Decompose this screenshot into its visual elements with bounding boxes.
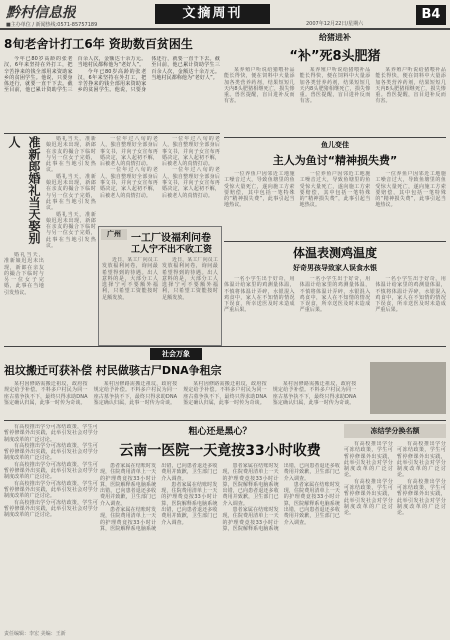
article-body: 患者家属在结账时发现，住院费用清单上一天的护理费竟按33小时计算，医院解释系电脑系统出错，已向患者退还多收费用并致歉，卫生部门已介入调查。 患者家属在结账时发现，住院费用清单上一天的护理费竟按33小时计算，医院解释系电脑系统出错，已向患者退还多收费用并致歉，卫生部门已介入调查。 患者家属在结账时发现，住院费用清单上一天的护理费竟按33小时计算，医院解释系电脑系统出错，已向患者退还多收费用并致歉，卫生部门已介入调查。 患者家属在结账时发现，住院费用清单上一天的护理费竟按33小时计算，医院解释系电脑系统出错，已向患者退还多收费用并致歉，卫生部门已介入调查。 患者家属在结账时发现，住院费用清单上一天的护理费竟按33小时计算，医院解释系电脑系统出错，已向患者退还多收费用并致歉，卫生部门已介入调查。 患者家属在结账时发现，住院费用清单上一天的护理费竟按33小时计算，医院解释系电脑系统出错，已向患者退还多收费用并致歉，卫生部门已介入调查。 <box>100 463 340 532</box>
divider <box>4 420 446 421</box>
article-body: 有高校推出学分可冻结政策，学生可暂停修课外出实践，此举引发社会对学分制度改革的广泛讨论。 有高校推出学分可冻结政策，学生可暂停修课外出实践，此举引发社会对学分制度改革的广泛讨论。 有高校推出学分可冻结政策，学生可暂停修课外出实践，此举引发社会对学分制度改革的广泛讨论。 有高校推出学分可冻结政策，学生可暂停修课外出实践，此举引发社会对学分制度改革的广泛讨论。 有高校推出学分可冻结政策，学生可暂停修课外出实践，此举引发社会对学分制度改革的广泛讨论。 <box>4 424 98 519</box>
article-photo <box>370 362 446 414</box>
article-body: 婚礼当天，准新娘迟迟未出现，新郎在亲友的撮合下临时与另一位女子完婚，此事在当地引发热议。 婚礼当天，准新娘迟迟未出现，新郎在亲友的撮合下临时与另一位女子完婚，此事在当地引发热议。 婚礼当天，准新娘迟迟未出现，新郎在亲友的撮合下临时与另一位女子完婚，此事在当地引发热议。 <box>46 136 96 250</box>
divider <box>224 137 446 138</box>
article-title: 准新郎婚礼当天娶别人 <box>7 136 41 244</box>
article-groom-wedding <box>4 136 96 342</box>
article-body: 今年已80岁高龄的张老汉，6年来坚持在外打工，把辛苦挣来的钱全部用来资助家乡的贫困学生。他说，只要身体还行，就要一直干下去。截至目前，他已累计资助学生三百余人次，金额达十余万元。当地村民都称他为“老好人”。 今年已80岁高龄的张老汉，6年来坚持在外打工，把辛苦挣来的钱全部用来资助家乡的贫困学生。他说，只要身体还行，就要一直干下去。截至目前，他已累计资助学生三百余人次，金额达十余万元。当地村民都称他为“老好人”。 <box>4 56 220 94</box>
article-hospital-33-hours <box>100 424 340 630</box>
article-title: 祖坟搬迁可获补偿 村民做骇古尸DNA争租宗 <box>4 364 222 377</box>
article-title: 云南一医院一天竟按33小时收费 <box>119 443 321 459</box>
article-kicker: 粗心还是黑心？ <box>188 427 252 437</box>
article-title: 8旬老舍计打工6年 资助数百贫困生 <box>4 37 193 51</box>
society-label: 社会万象 <box>150 348 202 360</box>
article-subtitle: “补”死8头肥猪 <box>289 49 381 64</box>
divider <box>4 133 220 134</box>
article-body: 某养殖户听说给猪喂补品能长得快，便在饲料中大量添加各类营养药剂，结果短短几天内8头肥猪相继死亡，损失惨重。兽医提醒，盲目进补反而有害。 某养殖户听说给猪喂补品能长得快，便在饲料中大量添加各类营养药剂，结果短短几天内8头肥猪相继死亡，损失惨重。兽医提醒，盲目进补反而有害。 某养殖户听说给猪喂补品能长得快，便在饲料中大量添加各类营养药剂，结果短短几天内8头肥猪相继死亡，损失惨重。兽医提醒，盲目进补反而有害。 <box>224 67 446 105</box>
article-body: 某村因修路需搬迁祖坟，政府按规定给予补偿。不料多户村民为同一座古墓争执不下，最终只得求助DNA鉴定确认归属，此事一时传为奇谈。 某村因修路需搬迁祖坟，政府按规定给予补偿。不料多户村民为同一座古墓争执不下，最终只得求助DNA鉴定确认归属，此事一时传为奇谈。 某村因修路需搬迁祖坟，政府按规定给予补偿。不料多户村民为同一座古墓争执不下，最终只得求助DNA鉴定确认归属，此事一时传为奇谈。 某村因修路需搬迁祖坟，政府按规定给予补偿。不料多户村民为同一座古墓争执不下，最终只得求助DNA鉴定确认归属，此事一时传为奇谈。 <box>4 381 357 406</box>
article-body: 一位年过八旬的老人，独自整理好全部身后事文书，并向子女宣布再婚决定，家人起初不解，后被老人的真情打动。 一位年过八旬的老人，独自整理好全部身后事文书，并向子女宣布再婚决定，家人起初不解，后被老人的真情打动。 一位年过八旬的老人，独自整理好全部身后事文书，并向子女宣布再婚决定，家人起初不解，后被老人的真情打动。 一位年过八旬的老人，独自整理好全部身后事文书，并向子女宣布再婚决定，家人起初不解，后被老人的真情打动。 <box>100 136 220 199</box>
article-chicken-thermometer <box>224 244 446 346</box>
article-body-lower: 婚礼当天，准新娘迟迟未出现，新郎在亲友的撮合下临时与另一位女子完婚，此事在当地引发热议。 <box>4 252 44 296</box>
article-title: 主人为鱼讨“精神损失费” <box>272 154 398 167</box>
article-credits-freeze <box>4 424 98 630</box>
article-body: 一名小学生出于好奇，用体温计给家里的鸡测量体温，不慎将体温计弄碎，水银混入鸡食中，家人在不知情的情况下误食，所幸送医及时未造成严重后果。 一名小学生出于好奇，用体温计给家里的鸡测量体温，不慎将体温计弄碎，水银混入鸡食中，家人在不知情的情况下误食，所幸送医及时未造成严重后果。 一名小学生出于好奇，用体温计给家里的鸡测量体温，不慎将体温计弄碎，水银混入鸡食中，家人在不知情的情况下误食，所幸送医及时未造成严重后果。 <box>224 276 446 314</box>
page-number: B4 <box>416 5 446 25</box>
article-body: 有高校推出学分可冻结政策，学生可暂停修课外出实践，此举引发社会对学分制度改革的广泛讨论。 有高校推出学分可冻结政策，学生可暂停修课外出实践，此举引发社会对学分制度改革的广泛讨论。 有高校推出学分可冻结政策，学生可暂停修课外出实践，此举引发社会对学分制度改革的广泛讨论。 有高校推出学分可冻结政策，学生可暂停修课外出实践，此举引发社会对学分制度改革的广泛讨论。 <box>344 441 446 517</box>
article-factory-survey <box>98 226 222 346</box>
article-subtitle: 好奇男孩导致家人误食水银 <box>293 264 377 272</box>
article-kicker: 鱼儿变佳 <box>321 141 349 149</box>
divider <box>224 241 446 242</box>
article-title: 体温表测鸡温度 <box>292 246 377 260</box>
masthead-rule <box>0 28 450 30</box>
article-body: 一位养鱼户因邻近工地施工噪音过大，导致鱼塘里的鱼受惊大量死亡，遂向施工方索要赔偿，其中包括一笔特殊的“精神损失费”，此事引起当地热议。 一位养鱼户因邻近工地施工噪音过大，导致鱼塘里的鱼受惊大量死亡，遂向施工方索要赔偿，其中包括一笔特殊的“精神损失费”，此事引起当地热议。 一位养鱼户因邻近工地施工噪音过大，导致鱼塘里的鱼受惊大量死亡，遂向施工方索要赔偿，其中包括一笔特殊的“精神损失费”，此事引起当地热议。 <box>224 171 446 209</box>
article-body: 近日，某工厂向员工发放福利问卷，询问最希望得到的待遇。出人意料的是，大部分工人选择宁可不要额外福利，只希望工资能按时足额发放。 近日，某工厂向员工发放福利问卷，询问最希望得到的待遇。出人意料的是，大部分工人选择宁可不要额外福利，只希望工资能按时足额发放。 <box>102 257 218 301</box>
article-title: 一工厂设福利问卷 <box>131 233 211 244</box>
section-title: 文摘周刊 <box>155 4 270 24</box>
column-tag: 广州 <box>101 229 127 240</box>
article-title: 冻结学分换名额 <box>344 424 446 438</box>
divider <box>4 346 446 347</box>
article-old-man-funds-students <box>4 32 220 132</box>
article-pig-nourish <box>224 32 446 136</box>
article-fish-compensation <box>224 140 446 240</box>
newspaper-logo: 黔村信息报 <box>6 5 76 21</box>
article-subtitle: 工人宁不出不收工资 <box>131 245 213 255</box>
masthead <box>0 0 450 30</box>
article-title: 给猪进补 <box>319 33 351 42</box>
masthead-info: ■主办单位 / 新闻热线:0571-85757189 <box>6 22 98 28</box>
footer-credit: 责任编辑：李宏 美编：王新 <box>4 631 66 637</box>
issue-date: 2007年12月22日/星期六 <box>306 21 364 27</box>
article-credits-side <box>344 424 446 630</box>
